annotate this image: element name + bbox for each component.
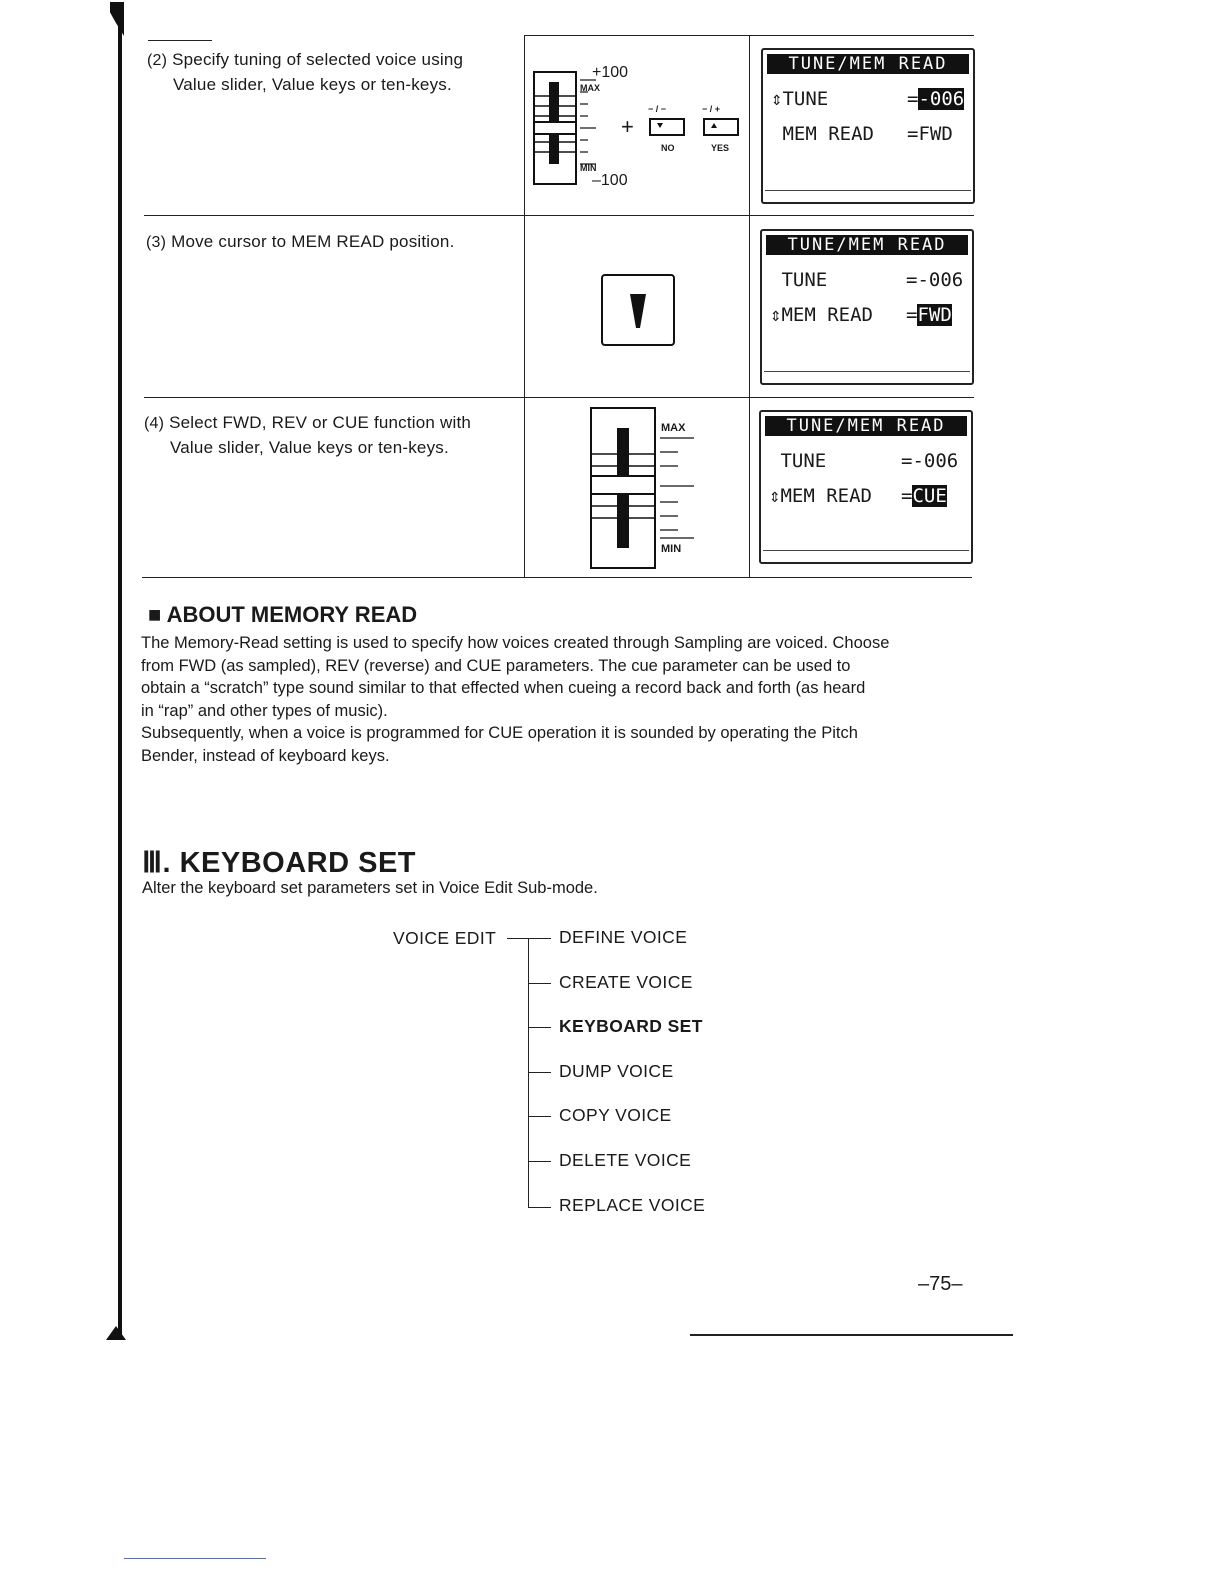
row-divider-1: [144, 215, 974, 216]
lcd-display-memread-cue: [759, 410, 973, 564]
paragraph-line: from FWD (as sampled), REV (reverse) and CUE parameters. The cue parameter can be used to: [141, 656, 851, 675]
tree-item-replace-voice: REPLACE VOICE: [559, 1195, 706, 1215]
step-number: (2): [147, 52, 168, 69]
plus-sign: +: [621, 114, 634, 139]
down-arrow-icon: [603, 276, 673, 344]
about-paragraph: [141, 632, 981, 767]
tree-item-delete-voice: DELETE VOICE: [559, 1150, 692, 1170]
lcd-value-tune: [906, 269, 963, 291]
value-slider-diagram-2: [588, 406, 708, 572]
min-label: MIN: [580, 163, 597, 173]
section-heading: Ⅲ. KEYBOARD SET: [142, 847, 417, 879]
footer-rule: [690, 1334, 1013, 1336]
tree-item-create-voice: CREATE VOICE: [559, 972, 693, 992]
lcd-equals: =: [906, 304, 918, 326]
no-key-caption: − / −: [648, 104, 667, 114]
lcd-equals: =: [907, 88, 919, 110]
lcd-line-memread: [770, 304, 873, 326]
lcd-label: ⇕TUNE: [771, 88, 829, 110]
lcd-equals: =: [901, 485, 913, 507]
step-3-text: [146, 230, 516, 255]
page-number: –75–: [918, 1273, 963, 1295]
lcd-value: -006: [917, 269, 964, 291]
lcd-cursor-value: FWD: [917, 304, 952, 326]
tree-trunk: [528, 938, 529, 1208]
lcd-bottom-line: [764, 371, 970, 372]
tree-branch: [529, 1161, 551, 1162]
max-label: MAX: [580, 83, 600, 93]
lcd-bottom-line: [763, 550, 969, 551]
lcd-label: ⇕MEM READ: [770, 304, 873, 326]
lcd-title: TUNE/MEM READ: [766, 235, 968, 255]
lcd-title: TUNE/MEM READ: [765, 416, 967, 436]
yes-label: YES: [711, 143, 730, 153]
paragraph-line: in “rap” and other types of music).: [141, 701, 388, 720]
lcd-title: TUNE/MEM READ: [767, 54, 969, 74]
lcd-value-memread: [906, 304, 952, 326]
lcd-value-tune: [901, 450, 958, 472]
paragraph-line: obtain a “scratch” type sound similar to that effected when cueing a record back and forth (as heard: [141, 679, 866, 697]
step-4-text: [144, 411, 514, 460]
value-slider-diagram: [530, 58, 745, 198]
minus-100-label: –100: [592, 172, 628, 189]
lcd-line-memread: [769, 485, 872, 507]
paragraph-line: The Memory-Read setting is used to specify how voices created through Sampling are voiced. Choose: [141, 634, 890, 652]
lcd-value: -006: [912, 450, 959, 472]
lcd-display-memread-fwd: [760, 229, 974, 385]
tree-item-keyboard-set: KEYBOARD SET: [559, 1016, 703, 1036]
tree-root: VOICE EDIT: [393, 928, 497, 948]
step-number: (4): [144, 415, 165, 432]
footer-link-line: [124, 1558, 266, 1559]
step-line: Value slider, Value keys or ten-keys.: [170, 438, 449, 457]
tree-item-dump-voice: DUMP VOICE: [559, 1061, 674, 1081]
value-slider-icon: [530, 58, 745, 198]
lcd-value-memread: [901, 485, 947, 507]
step-number: (3): [146, 234, 167, 251]
tree-item-define-voice: DEFINE VOICE: [559, 927, 688, 947]
step-line: Move cursor to MEM READ position.: [171, 232, 455, 251]
lcd-value-tune: [907, 88, 964, 110]
max-label: MAX: [661, 422, 686, 434]
row-accent-1: [148, 40, 212, 41]
table-bottom-line: [142, 577, 972, 578]
yes-key-caption: − / +: [702, 104, 721, 114]
column-divider-2: [749, 35, 750, 577]
cursor-down-key: [601, 274, 675, 346]
plus-100-label: +100: [592, 64, 629, 81]
about-heading: ■ ABOUT MEMORY READ: [148, 602, 418, 627]
lcd-label: MEM READ: [771, 123, 874, 145]
binding-mark-bottom: [106, 1326, 126, 1340]
tree-root-connector: [507, 938, 551, 939]
paragraph-line: Bender, instead of keyboard keys.: [141, 746, 390, 765]
step-line: Specify tuning of selected voice using: [172, 50, 464, 69]
lcd-line-tune: [771, 88, 828, 110]
lcd-line-memread: [771, 123, 874, 145]
lcd-cursor-value: -006: [918, 88, 965, 110]
lcd-equals: =: [907, 123, 919, 145]
step-line: Value slider, Value keys or ten-keys.: [173, 75, 452, 94]
tree-item-copy-voice: COPY VOICE: [559, 1105, 672, 1125]
lcd-value: FWD: [918, 123, 953, 145]
lcd-equals: =: [906, 269, 918, 291]
step-line: Select FWD, REV or CUE function with: [169, 413, 472, 432]
tree-branch: [529, 1027, 551, 1028]
lcd-line-tune: [770, 269, 827, 291]
column-divider-1: [524, 35, 525, 577]
lcd-value-memread: [907, 123, 953, 145]
lcd-line-tune: [769, 450, 826, 472]
min-label: MIN: [661, 543, 682, 555]
row-divider-2: [144, 397, 974, 398]
paragraph-line: Subsequently, when a voice is programmed for CUE operation it is sounded by operating the Pitch: [141, 724, 858, 742]
lcd-label: TUNE: [770, 269, 828, 291]
value-slider-icon: [588, 406, 708, 572]
step-2-text: [147, 48, 517, 97]
lcd-equals: =: [901, 450, 913, 472]
lcd-cursor-value: CUE: [912, 485, 947, 507]
lcd-bottom-line: [765, 190, 971, 191]
binding-line: [118, 8, 122, 1338]
no-label: NO: [661, 143, 675, 153]
tree-branch: [529, 1072, 551, 1073]
section-intro: Alter the keyboard set parameters set in Voice Edit Sub-mode.: [142, 879, 598, 897]
tree-branch: [529, 983, 551, 984]
tree-branch: [529, 1207, 551, 1208]
lcd-label: ⇕MEM READ: [769, 485, 872, 507]
tree-branch: [529, 1116, 551, 1117]
lcd-display-tune: [761, 48, 975, 204]
lcd-label: TUNE: [769, 450, 827, 472]
